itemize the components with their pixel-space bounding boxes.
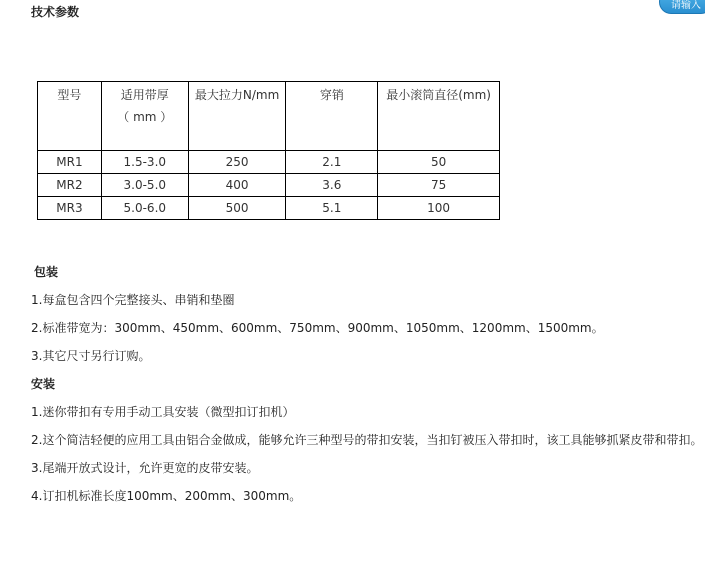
cell-max-tension: 500 [188,197,286,220]
cell-model: MR3 [38,197,102,220]
cell-pin: 2.1 [286,151,378,174]
installation-item: 1.迷你带扣有专用手动工具安装（微型扣订扣机） [31,405,295,419]
specs-heading: 技术参数 [31,5,80,19]
packaging-item: 2.标准带宽为：300mm、450mm、600mm、750mm、900mm、1050mm、1200mm、1500mm。 [31,321,604,335]
installation-item: 3.尾端开放式设计，允许更宽的皮带安装。 [31,461,259,475]
cell-model: MR2 [38,174,102,197]
table-row [38,151,500,174]
header-model: 型号 [38,82,102,151]
cell-thickness: 1.5-3.0 [101,151,188,174]
top-right-button[interactable]: 请输入 [659,0,705,14]
cell-min-pulley: 50 [378,151,500,174]
header-pin: 穿销 [286,82,378,151]
table-row [38,197,500,220]
packaging-heading: 包装 [34,265,59,279]
header-thickness: 适用带厚 （ mm ） [101,82,188,151]
cell-pin: 5.1 [286,197,378,220]
installation-item: 2.这个简洁轻便的应用工具由铝合金做成，能够允许三种型号的带扣安装，当扣钉被压入带扣时，该工具能够抓紧皮带和带扣。 [31,433,703,447]
installation-heading: 安装 [31,377,56,391]
cell-max-tension: 400 [188,174,286,197]
cell-pin: 3.6 [286,174,378,197]
cell-thickness: 3.0-5.0 [101,174,188,197]
cell-min-pulley: 75 [378,174,500,197]
installation-item: 4.订扣机标准长度100mm、200mm、300mm。 [31,489,302,503]
cell-thickness: 5.0-6.0 [101,197,188,220]
packaging-item: 1.每盒包含四个完整接头、串销和垫圈 [31,293,235,307]
cell-min-pulley: 100 [378,197,500,220]
table-row [38,174,500,197]
cell-model: MR1 [38,151,102,174]
table-header-row [38,82,500,151]
packaging-item: 3.其它尺寸另行订购。 [31,349,151,363]
cell-max-tension: 250 [188,151,286,174]
header-min-pulley: 最小滚筒直径(mm) [378,82,500,151]
spec-table [37,81,500,220]
header-max-tension: 最大拉力N/mm [188,82,286,151]
